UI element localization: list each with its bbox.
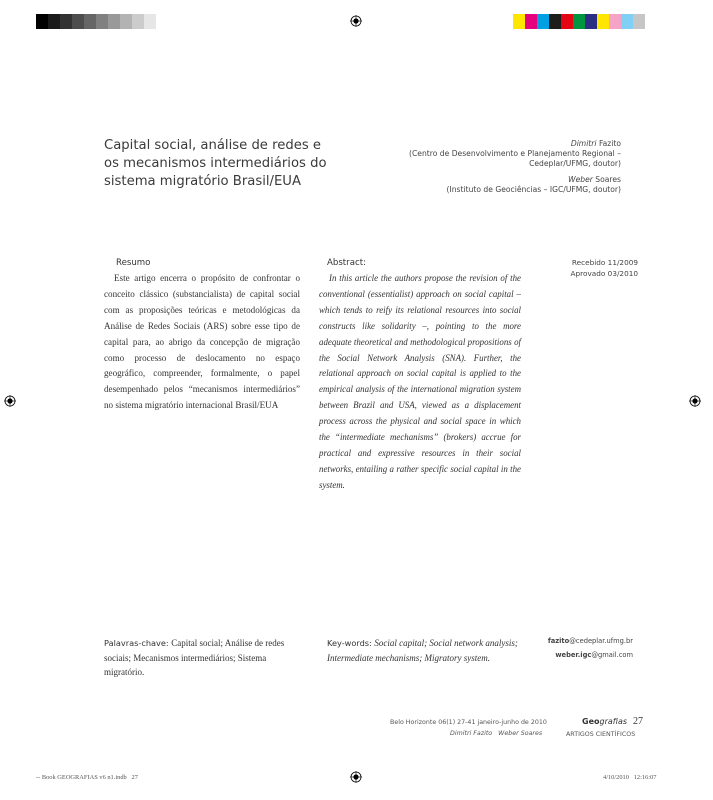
grayscale-swatch: [36, 14, 48, 29]
journal-name-prefix: Geo: [582, 717, 600, 726]
registration-mark-right-icon: [689, 395, 701, 407]
author-2-affiliation-line-1: (Instituto de Geociências – IGC/UFMG, doutor): [446, 185, 621, 194]
email-1-user: fazito: [547, 637, 570, 645]
email-2-domain: @gmail.com: [591, 651, 633, 659]
author-1-first-name: Dimitri: [570, 139, 597, 148]
grayscale-bar: [36, 14, 156, 29]
keywords-en-text: Social capital; Social network analysis; Intermediate mechanisms; Migratory system.: [327, 638, 518, 663]
color-swatch: [561, 14, 573, 29]
email-2-user: weber.igc: [555, 651, 592, 659]
page-number: 27: [633, 716, 643, 727]
grayscale-swatch: [48, 14, 60, 29]
print-slug-right: 4/10/2010 12:16:07: [603, 774, 657, 781]
author-2-first-name: Weber: [568, 175, 593, 184]
author-1-affiliation-line-1: (Centro de Desenvolvimento e Planejamento Regional –: [409, 149, 621, 158]
grayscale-swatch: [132, 14, 144, 29]
color-swatch: [537, 14, 549, 29]
keywords-en: [327, 636, 527, 665]
received-date: Recebido 11/2009: [571, 258, 638, 267]
author-1: [361, 139, 621, 149]
grayscale-swatch: [84, 14, 96, 29]
resumo-text: Este artigo encerra o propósito de confrontar o conceito clássico (substancialista) de capital social com as proposições teóricas e metodológicas da Análise de Redes Sociais (ARS) sobre esse tipo de capital para, ao abrigo da concepção de migração como processo de deslocamento no espaço geográfico, compreender, formalmente, o papel desempenhado pelos “mecanismos intermediários” no sistema migratório internacional Brasil/EUA: [104, 273, 300, 411]
abstract-text: In this article the authors propose the revision of the conventional (essentialist) approach on social capital – which tends to reify its relational resources into social constructs like solidarity –, pointing to the more adequate theoretical and methodological propositions of the Social Network Analysis (SNA). Further, the relational approach on social capital is applied to the empirical analysis of the international migration system between Brazil and USA, viewed as a displacement process across the physical and social space in which the “intermediate mechanisms” (brokers) accrue for practical and expressive resources in their social networks, entailing a rather specific social capital in the system.: [319, 273, 521, 490]
color-swatch: [549, 14, 561, 29]
footer-authors: Dimitri Fazito Weber Soares: [450, 730, 543, 737]
author-2-surname: Soares: [592, 175, 621, 184]
grayscale-swatch: [60, 14, 72, 29]
print-slug-left: -- Book GEOGRAFIAS v6 n1.indb 27: [36, 774, 138, 781]
color-swatch: [525, 14, 537, 29]
grayscale-swatch: [96, 14, 108, 29]
grayscale-swatch: [144, 14, 156, 29]
registration-mark-left-icon: [4, 395, 16, 407]
abstract-heading: Abstract:: [327, 258, 366, 268]
email-2[interactable]: [555, 651, 633, 659]
keywords-pt-label: Palavras-chave:: [104, 638, 172, 648]
footer-section: ARTIGOS CIENTÍFICOS: [566, 731, 636, 738]
keywords-en-label: Key-words:: [327, 638, 375, 648]
color-swatch: [609, 14, 621, 29]
journal-name: [582, 717, 627, 726]
color-bar: [513, 14, 645, 29]
color-swatch: [573, 14, 585, 29]
color-swatch: [513, 14, 525, 29]
color-swatch: [633, 14, 645, 29]
color-swatch: [621, 14, 633, 29]
journal-name-suffix: grafias: [599, 717, 628, 726]
email-1[interactable]: [548, 637, 633, 645]
color-swatch: [597, 14, 609, 29]
article-title: Capital social, análise de redes e os mecanismos intermediários do sistema migratório Brasil/EUA: [104, 138, 327, 189]
email-1-domain: @cedeplar.ufmg.br: [569, 637, 633, 645]
author-2: [361, 175, 621, 185]
registration-mark-bottom-icon: [350, 771, 362, 783]
author-1-surname: Fazito: [596, 139, 621, 148]
resumo-heading: Resumo: [116, 258, 151, 268]
keywords-pt: [104, 636, 304, 680]
footer-citation: Belo Horizonte 06(1) 27-41 janeiro-junho de 2010: [390, 719, 547, 726]
grayscale-swatch: [108, 14, 120, 29]
grayscale-swatch: [120, 14, 132, 29]
approved-date: Aprovado 03/2010: [570, 268, 638, 278]
author-block: [361, 139, 621, 195]
color-swatch: [585, 14, 597, 29]
grayscale-swatch: [72, 14, 84, 29]
dates-block: [571, 258, 638, 279]
registration-mark-top-icon: [350, 15, 362, 27]
keywords-pt-text: Capital social; Análise de redes sociais; Mecanismos intermediários; Sistema migratório.: [104, 638, 285, 677]
author-1-affiliation-line-2: Cedeplar/UFMG, doutor): [529, 159, 621, 168]
